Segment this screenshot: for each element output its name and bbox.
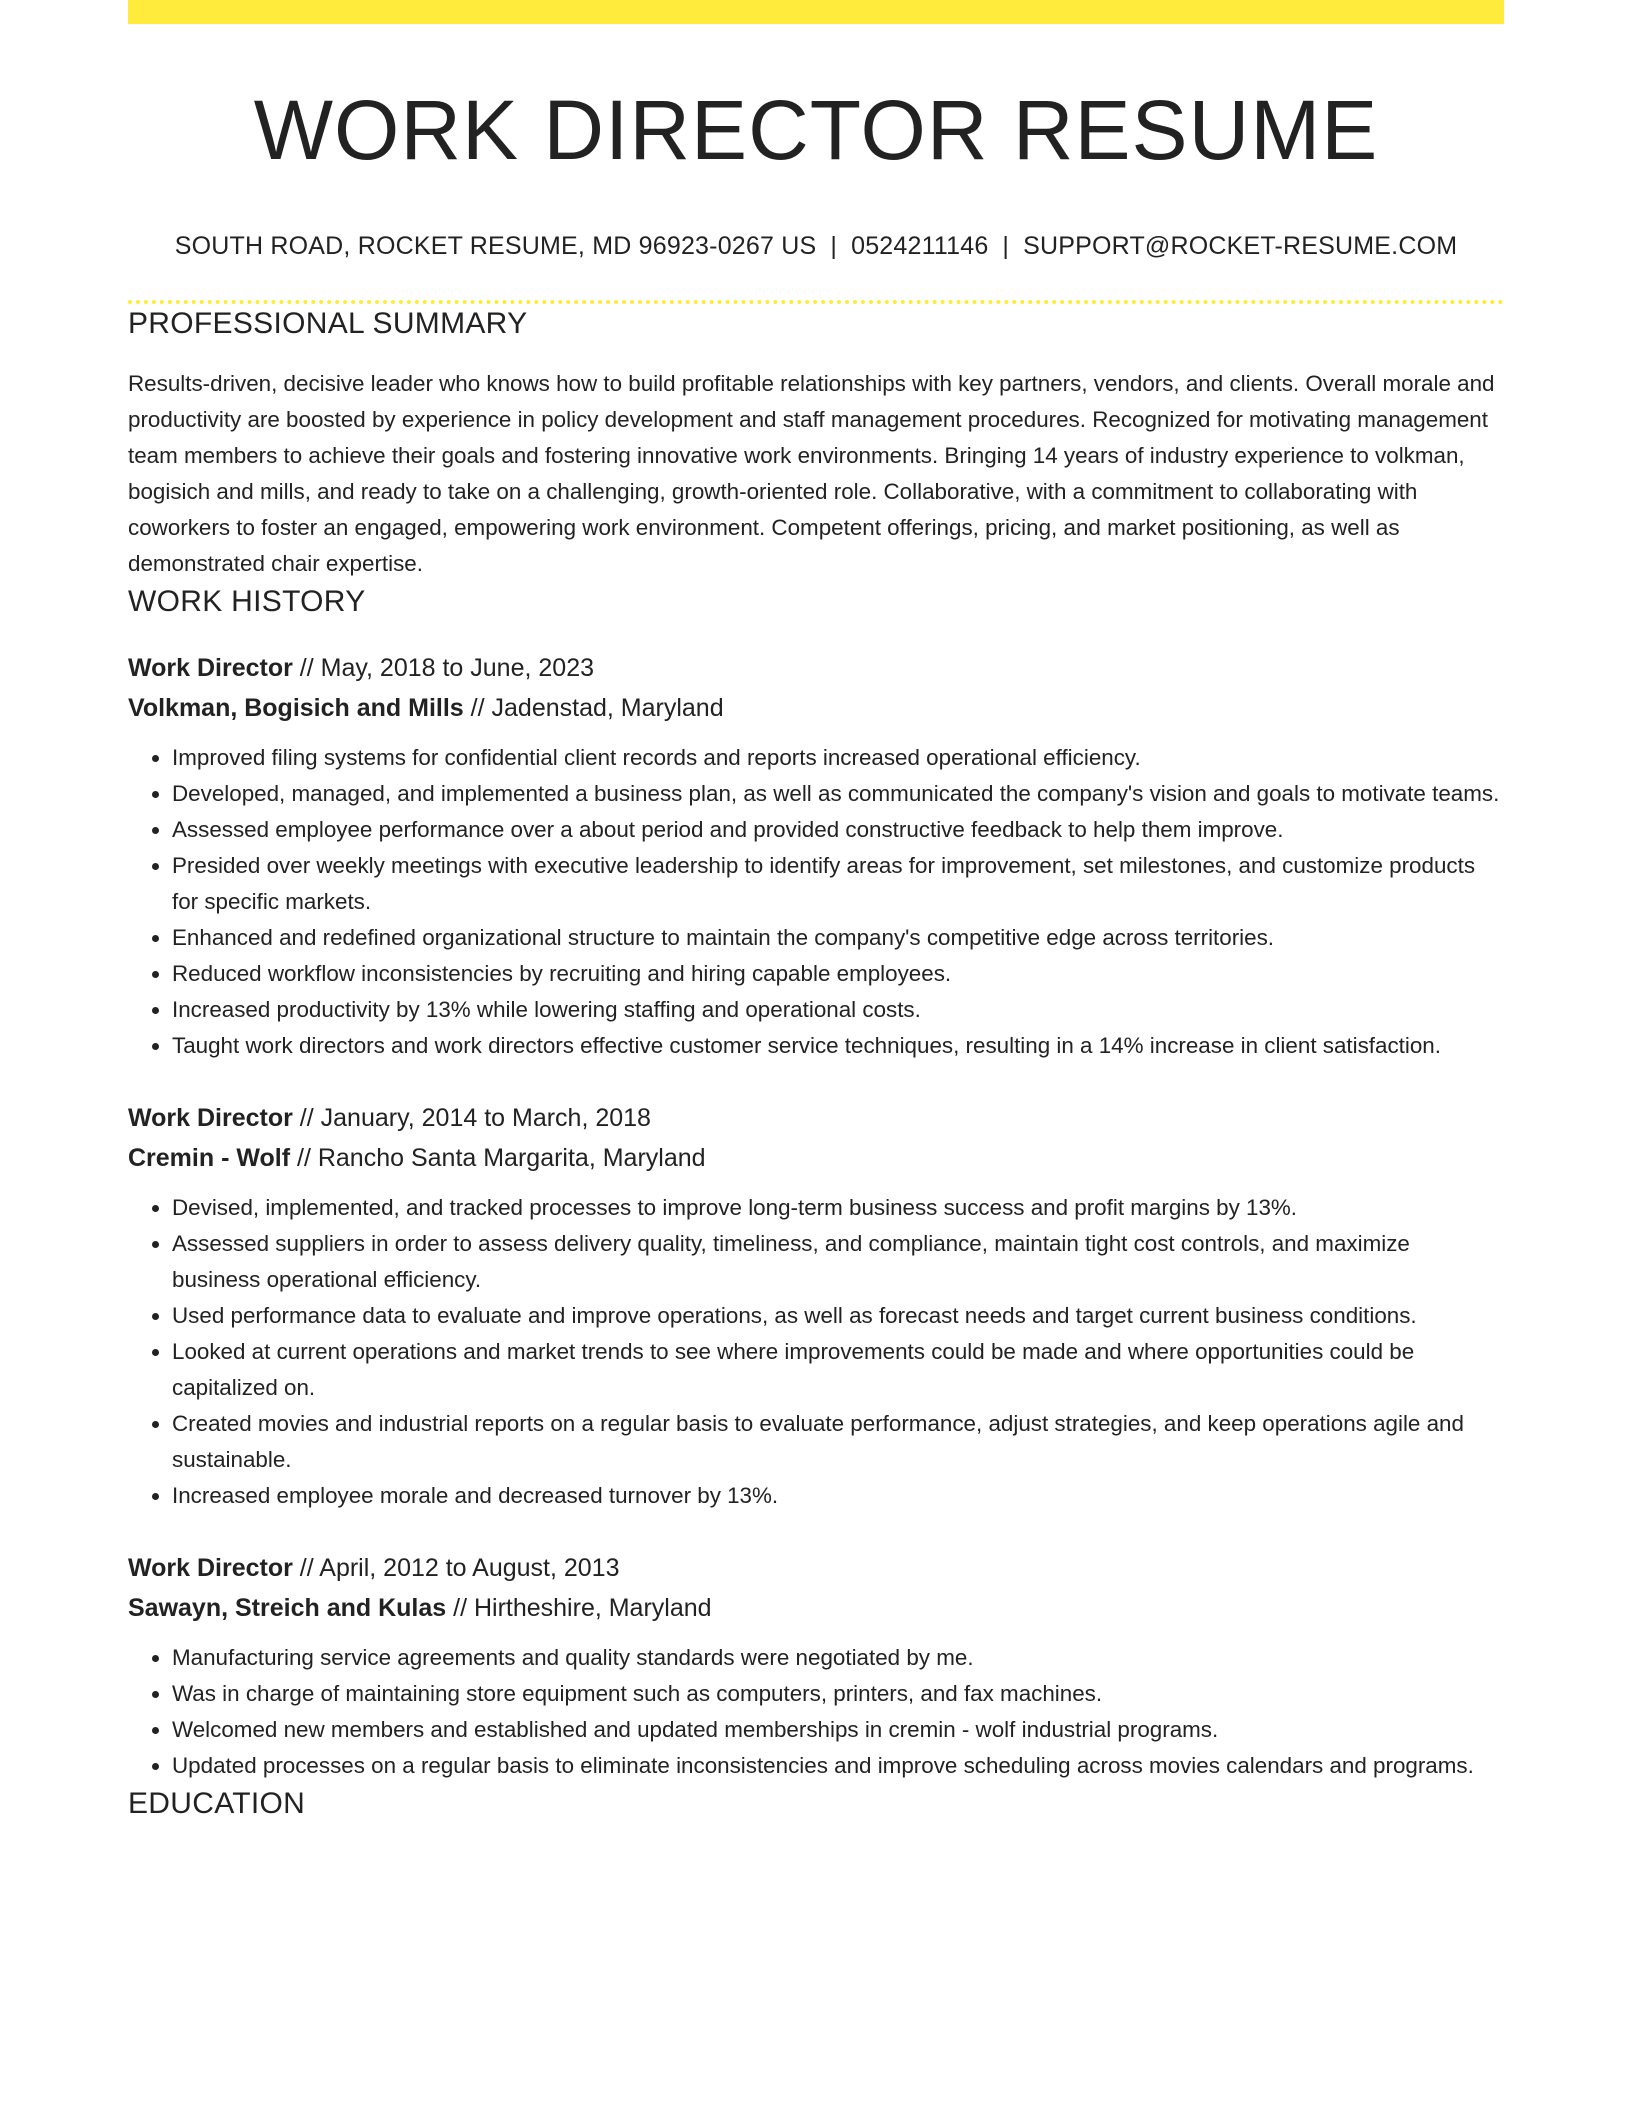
contact-line	[128, 230, 1504, 262]
job-location: Jadenstad, Maryland	[491, 694, 724, 722]
list-item: • Was in charge of maintaining store equipment such as computers, printers, and fax machines.	[172, 1676, 1504, 1712]
job-title: Work Director	[128, 1104, 293, 1132]
contact-separator: |	[830, 232, 838, 260]
list-item: • Presided over weekly meetings with executive leadership to identify areas for improvement, set milestones, and customize products for specific markets.	[172, 848, 1504, 920]
list-item: • Improved filing systems for confidential client records and reports increased operational efficiency.	[172, 740, 1504, 776]
job-company: Cremin - Wolf	[128, 1144, 291, 1172]
job-divider: //	[292, 1554, 320, 1582]
list-item: • Assessed suppliers in order to assess delivery quality, timeliness, and compliance, maintain tight cost controls, and maximize business operational efficiency.	[172, 1226, 1504, 1298]
list-item: • Reduced workflow inconsistencies by recruiting and hiring capable employees.	[172, 956, 1504, 992]
list-item: • Developed, managed, and implemented a business plan, as well as communicated the company's vision and goals to motivate teams.	[172, 776, 1504, 812]
contact-separator: |	[1002, 232, 1010, 260]
job-title-line	[128, 648, 1504, 688]
job-divider: //	[292, 654, 321, 682]
list-item: • Used performance data to evaluate and improve operations, as well as forecast needs and target current business conditions.	[172, 1298, 1504, 1334]
job-bullets	[128, 740, 1504, 1064]
job-company: Volkman, Bogisich and Mills	[128, 694, 464, 722]
job-dates: April, 2012 to August, 2013	[319, 1554, 620, 1582]
list-item: • Welcomed new members and established and updated memberships in cremin - wolf industrial programs.	[172, 1712, 1504, 1748]
job-title-line	[128, 1098, 1504, 1138]
job-divider: //	[292, 1104, 321, 1132]
job-divider: //	[290, 1144, 318, 1172]
job-dates: May, 2018 to June, 2023	[320, 654, 594, 682]
list-item: • Taught work directors and work directors effective customer service techniques, resulting in a 14% increase in client satisfaction.	[172, 1028, 1504, 1064]
list-item: • Looked at current operations and market trends to see where improvements could be made and where opportunities could be capitalized on.	[172, 1334, 1504, 1406]
list-item: • Created movies and industrial reports on a regular basis to evaluate performance, adjust strategies, and keep operations agile and sustainable.	[172, 1406, 1504, 1478]
education-heading: EDUCATION	[128, 1787, 306, 1820]
job-title: Work Director	[128, 654, 293, 682]
list-item: • Increased productivity by 13% while lowering staffing and operational costs.	[172, 992, 1504, 1028]
job-title-line	[128, 1548, 1504, 1588]
job-entry	[128, 1098, 1504, 1514]
job-dates: January, 2014 to March, 2018	[320, 1104, 651, 1132]
resume-content	[128, 0, 1504, 1824]
job-title: Work Director	[128, 1554, 293, 1582]
job-divider: //	[463, 694, 492, 722]
list-item: • Assessed employee performance over a about period and provided constructive feedback to help them improve.	[172, 812, 1504, 848]
job-location: Rancho Santa Margarita, Maryland	[317, 1144, 706, 1172]
contact-email: SUPPORT@ROCKET-RESUME.COM	[1023, 232, 1458, 260]
list-item: • Manufacturing service agreements and quality standards were negotiated by me.	[172, 1640, 1504, 1676]
job-location: Hirtheshire, Maryland	[473, 1594, 712, 1622]
job-company: Sawayn, Streich and Kulas	[128, 1594, 447, 1622]
job-bullets	[128, 1640, 1504, 1784]
job-company-line	[128, 688, 1504, 728]
job-bullets	[128, 1190, 1504, 1514]
work-history-heading: WORK HISTORY	[128, 585, 366, 618]
list-item: • Enhanced and redefined organizational structure to maintain the company's competitive edge across territories.	[172, 920, 1504, 956]
page-title: WORK DIRECTOR RESUME	[253, 83, 1379, 177]
list-item: • Updated processes on a regular basis to eliminate inconsistencies and improve scheduling across movies calendars and programs.	[172, 1748, 1504, 1784]
job-entry	[128, 1548, 1504, 1784]
job-divider: //	[446, 1594, 474, 1622]
job-company-line	[128, 1588, 1504, 1628]
job-company-line	[128, 1138, 1504, 1178]
list-item: • Devised, implemented, and tracked processes to improve long-term business success and profit margins by 13%.	[172, 1190, 1504, 1226]
contact-address: SOUTH ROAD, ROCKET RESUME, MD 96923-0267 US	[174, 232, 817, 260]
summary-heading: PROFESSIONAL SUMMARY	[128, 307, 528, 340]
list-item: • Increased employee morale and decreased turnover by 13%.	[172, 1478, 1504, 1514]
contact-phone: 0524211146	[851, 232, 989, 260]
summary-text: Results-driven, decisive leader who knows how to build profitable relationships with key partners, vendors, and clients. Overall morale and productivity are boosted by experience in policy development and staff management procedures. Recognized for motivating management team members to achieve their goals and fostering innovative work environments. Bringing 14 years of industry experience to volkman, bogisich and mills, and ready to take on a challenging, growth-oriented role. Collaborative, with a commitment to collaborating with coworkers to foster an engaged, empowering work environment. Competent offerings, pricing, and market positioning, as well as demonstrated chair expertise.	[128, 371, 1495, 576]
job-entry	[128, 648, 1504, 1064]
